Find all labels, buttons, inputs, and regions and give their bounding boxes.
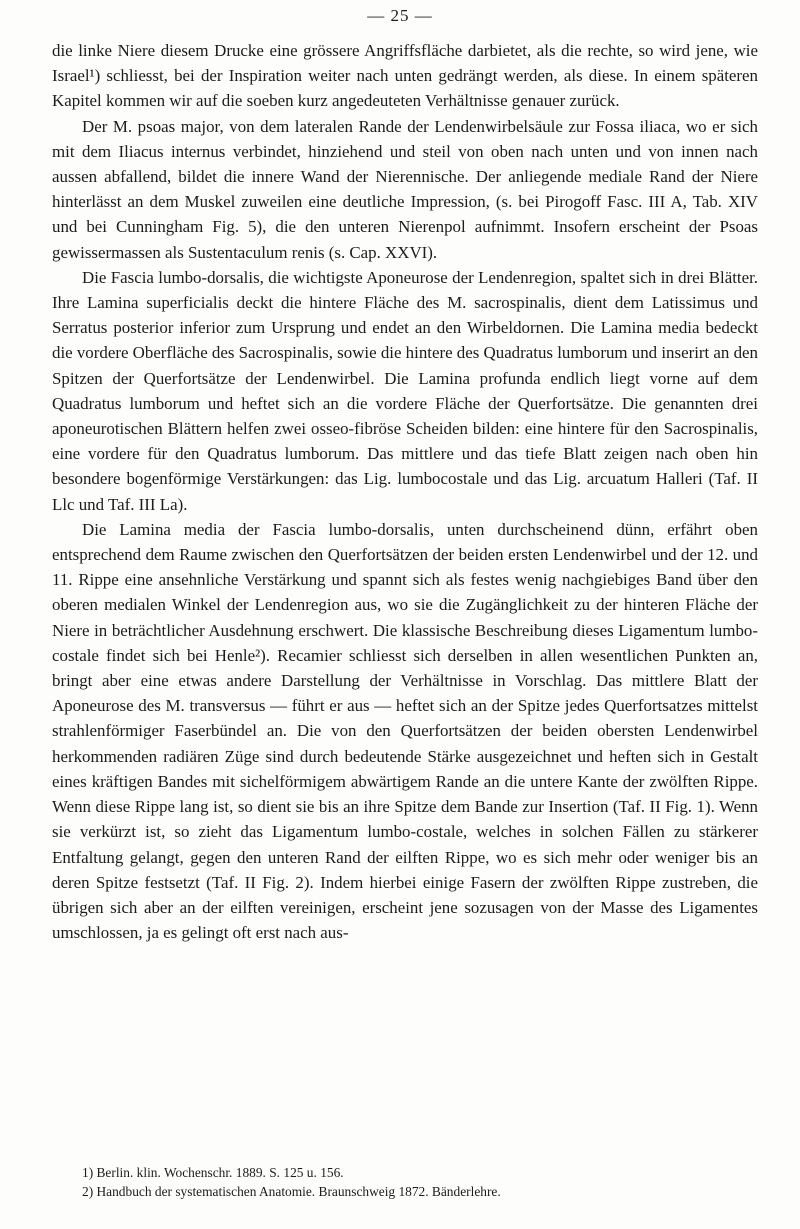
- body-text: [52, 38, 758, 945]
- footnote-2: 2) Handbuch der systematischen Anatomie. Braunschweig 1872. Bänderlehre.: [82, 1184, 501, 1199]
- footnote-1: 1) Berlin. klin. Wochenschr. 1889. S. 125 u. 156.: [82, 1165, 344, 1180]
- paragraph-1: die linke Niere diesem Drucke eine grössere Angriffsfläche darbietet, als die rechte, so wird jene, wie Israel¹) schliesst, bei der Inspiration weiter nach unten gedrängt werden, als diese. In einem späteren Kapitel kommen wir auf die soeben kurz angedeuteten Verhältnisse genauer zurück.: [52, 41, 758, 111]
- page-number: — 25 —: [367, 6, 433, 25]
- footnotes: [82, 1163, 758, 1201]
- paragraph-3: Die Fascia lumbo-dorsalis, die wichtigste Aponeurose der Lendenregion, spaltet sich in drei Blätter. Ihre Lamina superficialis deckt die hintere Fläche des M. sacrospinalis, dient dem Latissimus und Serratus posterior inferior zum Ursprung und endet an den Wirbeldornen. Die Lamina media bedeckt die vordere Oberfläche des Sacrospinalis, sowie die hintere des Quadratus lumborum und inserirt an den Spitzen der Querfortsätze der Lendenwirbel. Die Lamina profunda endlich liegt vorne auf dem Quadratus lumborum und heftet sich an die vordere Fläche der Querfortsätze. Die genannten drei aponeurotischen Blättern helfen zwei osseo-fibröse Scheiden bilden: eine hintere für den Sacrospinalis, eine vordere für den Quadratus lumborum. Das mittlere und das tiefe Blatt zeigen nach oben hin besondere bogenförmige Verstärkungen: das Lig. lumbocostale und das Lig. arcuatum Halleri (Taf. II Llc und Taf. III La).: [52, 267, 758, 514]
- paragraph-2: Der M. psoas major, von dem lateralen Rande der Lendenwirbelsäule zur Fossa iliaca, wo er sich mit dem Iliacus internus verbindet, hinziehend und steil von oben nach unten und von innen nach aussen abfallend, bildet die innere Wand der Nierennische. Der anliegende mediale Rand der Niere hinterlässt an dem Muskel zuweilen eine deutliche Impression, (s. bei Pirogoff Fasc. III A, Tab. XIV und bei Cunningham Fig. 5), die den unteren Nierenpol aufnimmt. Insofern erscheint der Psoas gewissermassen als Sustentaculum renis (s. Cap. XXVI).: [52, 116, 758, 262]
- paragraph-4: Die Lamina media der Fascia lumbo-dorsalis, unten durchscheinend dünn, erfährt oben entsprechend dem Raume zwischen den Querfortsätzen der beiden ersten Lendenwirbel und der 12. und 11. Rippe eine ansehnliche Verstärkung und spannt sich als festes wenig nachgiebiges Band über den oberen medialen Winkel der Lendenregion aus, wo sie die Zugänglichkeit zu der hinteren Fläche der Niere in beträchtlicher Ausdehnung erschwert. Die klassische Beschreibung dieses Ligamentum lumbo-costale findet sich bei Henle²). Recamier schliesst sich derselben in allen wesentlichen Punkten an, bringt aber eine etwas andere Darstellung der Verhältnisse in Vorschlag. Das mittlere Blatt der Aponeurose des M. transversus — führt er aus — heftet sich an der Spitze jedes Querfortsatzes mittelst strahlenförmiger Faserbündel an. Die von den Querfortsätzen der beiden obersten Lendenwirbel herkommenden radiären Züge sind durch bedeutende Stärke ausgezeichnet und heften sich in Gestalt eines kräftigen Bandes mit sichelförmigem abwärtigem Rande an die untere Kante der zwölften Rippe. Wenn diese Rippe lang ist, so dient sie bis an ihre Spitze dem Bande zur Insertion (Taf. II Fig. 1). Wenn sie verkürzt ist, so zieht das Ligamentum lumbo-costale, welches in solchen Fällen zu stärkerer Entfaltung gelangt, gegen den unteren Rand der eilften Rippe, wo es sich mehr oder weniger bis an deren Spitze festsetzt (Taf. II Fig. 2). Indem hierbei einige Fasern der zwölften Rippe zustreben, die übrigen sich aber an der eilften vereinigen, erscheint jene sozusagen von der Masse des Ligamentes umschlossen, ja es gelingt oft erst nach aus-: [52, 519, 758, 943]
